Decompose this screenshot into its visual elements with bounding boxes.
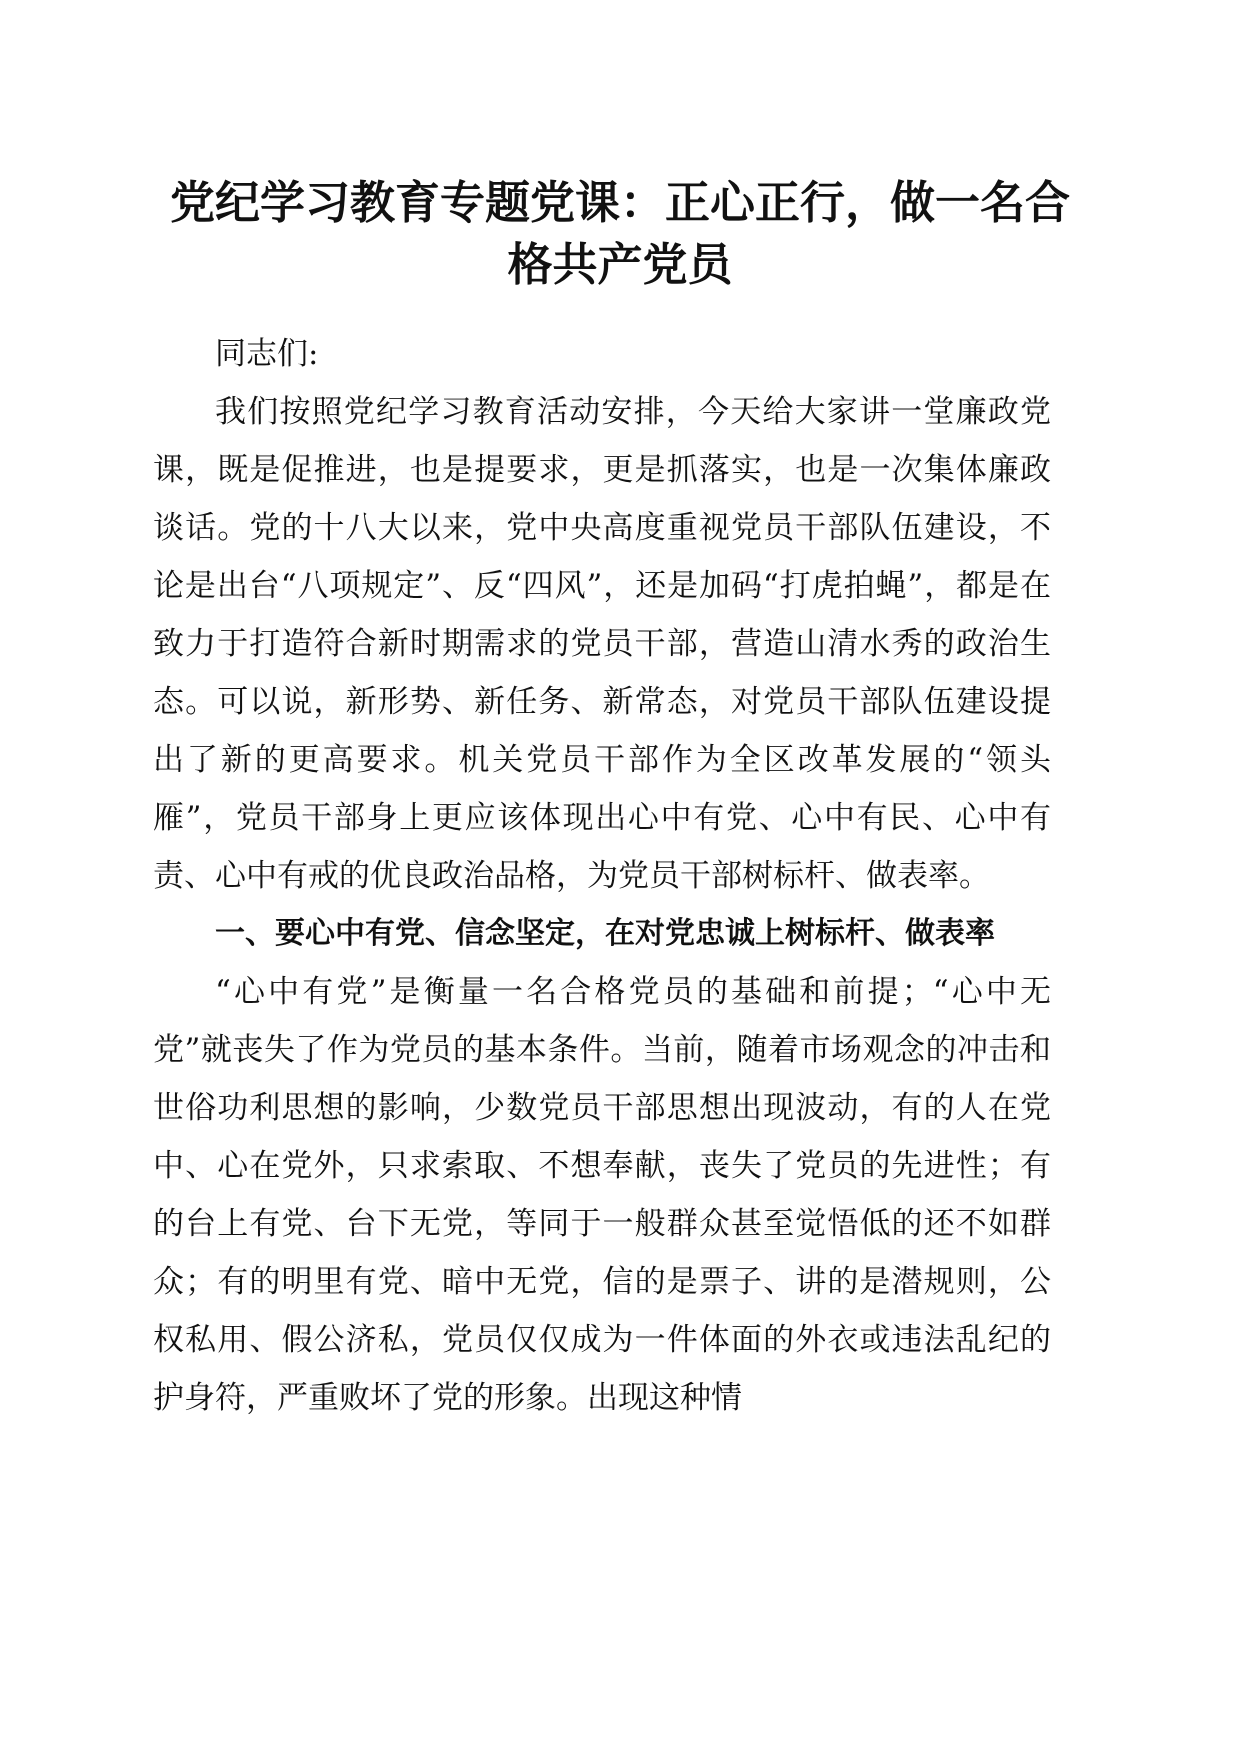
document-title xyxy=(140,172,1100,296)
document-title-line-2: 格共产党员 xyxy=(507,238,733,291)
paragraph-intro: 我们按照党纪学习教育活动安排，今天给大家讲一堂廉政党课，既是促推进，也是提要求，更是抓落实，也是一次集体廉政谈话。党的十八大以来，党中央高度重视党员干部队伍建设，不论是出台“八项规定”、反“四风”，还是加码“打虎拍蝇”，都是在致力于打造符合新时期需求的党员干部，营造山清水秀的政治生态。可以说，新形势、新任务、新常态，对党员干部队伍建设提出了新的更高要求。机关党员干部作为全区改革发展的“领头雁”，党员干部身上更应该体现出心中有党、心中有民、心中有责、心中有戒的优良政治品格，为党员干部树标杆、做表率。 xyxy=(153,394,1051,894)
document-title-line-1: 党纪学习教育专题党课：正心正行，做一名合 xyxy=(169,176,1070,229)
document-body xyxy=(153,325,1051,1427)
section-heading-1: 一、要心中有党、信念坚定，在对党忠诚上树标杆、做表率 xyxy=(215,916,995,951)
paragraph-section-1: “心中有党”是衡量一名合格党员的基础和前提；“心中无党”就丧失了作为党员的基本条件。当前，随着市场观念的冲击和世俗功利思想的影响，少数党员干部思想出现波动，有的人在党中、心在党外，只求索取、不想奉献，丧失了党员的先进性；有的台上有党、台下无党，等同于一般群众甚至觉悟低的还不如群众；有的明里有党、暗中无党，信的是票子、讲的是潜规则，公权私用、假公济私，党员仅仅成为一件体面的外衣或违法乱纪的护身符，严重败坏了党的形象。出现这种情 xyxy=(153,974,1051,1416)
salutation: 同志们: xyxy=(215,336,319,372)
